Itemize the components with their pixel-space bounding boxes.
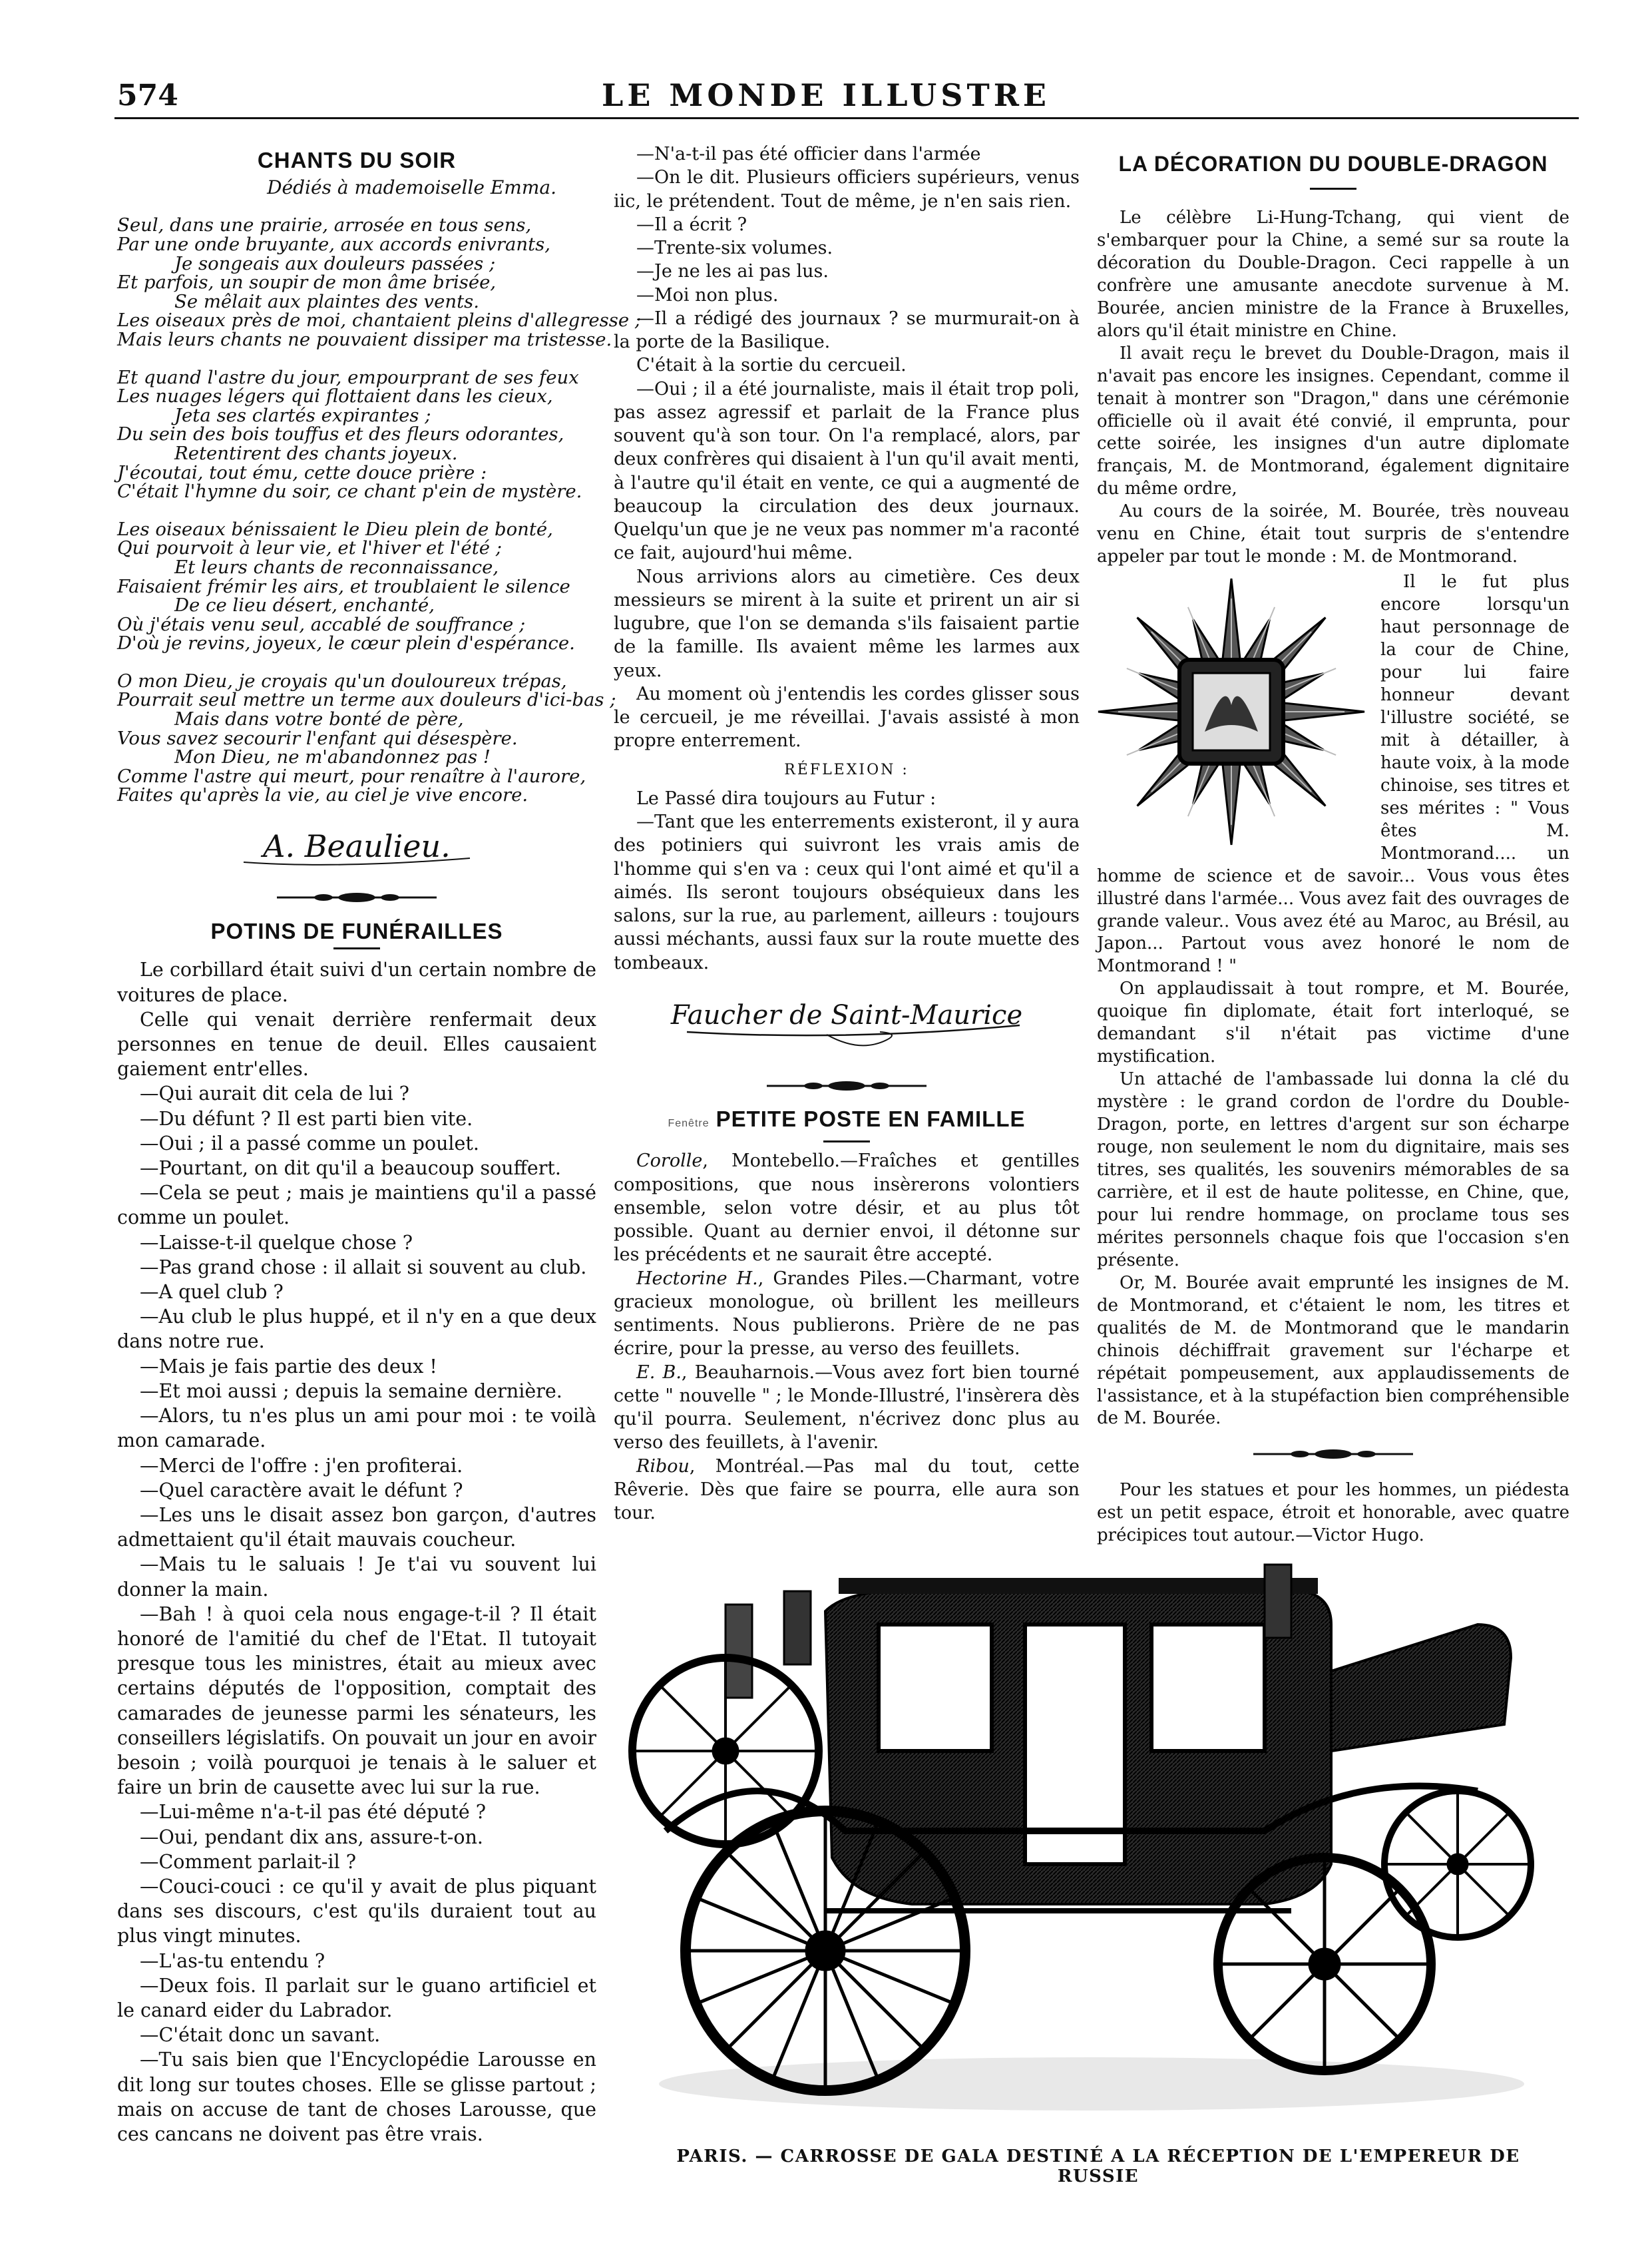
poem-line: Où j'étais venu seul, accablé de souffrance ; bbox=[117, 613, 526, 635]
poste-body bbox=[614, 1149, 1080, 1525]
poem-stanza bbox=[117, 520, 596, 653]
signature-text: Faucher de Saint-Maurice bbox=[670, 999, 1023, 1031]
reply-text: , Montebello.—Fraîches et gentilles compositions, que nous insèrerons volontiers ensemble, selon votre désir, et au plus tôt possible. Quant au dernier envoi, il détonne sur les précédents et ne saurait être accepté. bbox=[614, 1150, 1080, 1266]
poste-title bbox=[614, 1107, 1080, 1135]
reflexion-title: RÉFLEXION : bbox=[784, 761, 909, 778]
poem-line: Et parfois, un soupir de mon âme brisée, bbox=[117, 272, 497, 294]
paragraph: —Comment parlait-il ? bbox=[140, 1850, 356, 1873]
ornament-divider bbox=[117, 891, 596, 904]
beaulieu-signature bbox=[117, 824, 596, 876]
poem-line: Jeta ses clartés expirantes ; bbox=[174, 404, 431, 426]
paragraph: —A quel club ? bbox=[140, 1281, 284, 1304]
insignia-star-graphic bbox=[1092, 569, 1371, 855]
poem-line: Mais dans votre bonté de père, bbox=[174, 708, 464, 730]
poem-line: Les oiseaux près de moi, chantaient pleins d'allegresse ; bbox=[117, 310, 642, 332]
paragraph: Nous arrivions alors au cimetière. Ces deux messieurs se mirent à la suite et prirent un air si lugubre, que l'on se demanda s'ils faisaient partie de la famille. Ils avaient même les larmes aux yeux. bbox=[614, 566, 1080, 681]
potins-body bbox=[117, 957, 596, 2146]
paragraph: —Lui-même n'a-t-il pas été député ? bbox=[140, 1801, 487, 1824]
paragraph: Au cours de la soirée, M. Bourée, très nouveau venu en Chine, était tout surpris de s'entendre appeler par tout le monde : M. de Montmorand. bbox=[1097, 501, 1569, 567]
paragraph: Or, M. Bourée avait emprunté les insignes de M. de Montmorand, et c'étaient le nom, les titres et qualités de M. de Montmorand que le mandarin chinois déchiffrait gravement sur l'écharpe et répétait pompeusement, aux applaudissements de l'assistance, et à la stupéfaction bien compréhensible de M. Bourée. bbox=[1097, 1272, 1569, 1429]
poem-line: Comme l'astre qui meurt, pour renaître à l'aurore, bbox=[117, 765, 586, 787]
title-rule bbox=[1310, 188, 1356, 190]
paragraph: —Au club le plus huppé, et il n'y en a que deux dans notre rue. bbox=[117, 1306, 596, 1353]
decoration-wrap-paragraph: Il le fut plus encore lorsqu'un haut personnage de la cour de Chine, pour lui faire honneur devant l'illustre société, se mit à détailler, à haute voix, à la mode chinoise, ses titres et ses mérites : " Vous êtes M. Montmorand.... un homme de science et de savoir... Vous vous êtes illustré dans l'armée... Vous avez fait des ouvrages de grande valeur.. Vous avez été au Maroc, au Brésil, au Japon... Partout vous avez honoré le nom de Montmorand ! " bbox=[1097, 572, 1569, 977]
poem-line: Se mêlait aux plaintes des vents. bbox=[174, 290, 479, 312]
poem-line: Et quand l'astre du jour, empourprant de ses feux bbox=[117, 366, 579, 388]
paragraph: —Trente-six volumes. bbox=[636, 238, 833, 258]
paragraph: —Moi non plus. bbox=[636, 284, 779, 306]
poem-line: Du sein des bois touffus et des fleurs odorantes, bbox=[117, 423, 564, 445]
poem-line: J'écoutai, tout ému, cette douce prière : bbox=[117, 461, 487, 483]
paragraph: —Mais je fais partie des deux ! bbox=[140, 1355, 437, 1378]
poem-line: Pourrait seul mettre un terme aux douleurs d'ici-bas ; bbox=[117, 689, 616, 711]
poem-stanza bbox=[117, 214, 642, 350]
paragraph: —Laisse-t-il quelque chose ? bbox=[140, 1231, 413, 1254]
poem-line: D'où je revins, joyeux, le cœur plein d'espérance. bbox=[117, 632, 575, 654]
page-number: 574 bbox=[117, 79, 178, 113]
paragraph: Un attaché de l'ambassade lui donna la clé du mystère : le grand cordon de l'ordre du Double-Dragon, porte, en lettres d'argent sur son écharpe rouge, non seulement le nom du dignitaire, mais ses titres, ses qualités, les souvenirs mémorables de sa carrière, et il est de haute politesse, en Chine, que, pour lui rendre hommage, on proclame tous ses mérites personnels chaque fois que l'occasion s'en présente. bbox=[1097, 1069, 1569, 1270]
title-rule bbox=[823, 1140, 870, 1142]
paragraph: Celle qui venait derrière renfermait deux personnes en tenue de deuil. Elles causaient gaiement entr'elles. bbox=[117, 1008, 596, 1081]
masthead-title: LE MONDE ILLUSTRE bbox=[602, 77, 1050, 113]
chants-dedication: Dédiés à mademoiselle Emma. bbox=[267, 176, 556, 199]
paragraph: —Il a rédigé des journaux ? se murmurait-on à la porte de la Basilique. bbox=[614, 308, 1080, 352]
paragraph: Le célèbre Li-Hung-Tchang, qui vient de s'embarquer pour la Chine, a semé sur sa route la décoration du Double-Dragon. Ceci rappelle à un confrère une amusante anecdote survenue à M. Bourée, ancien ministre de la France à Bruxelles, alors qu'il était ministre en Chine. bbox=[1097, 207, 1569, 341]
paragraph: —N'a-t-il pas été officier dans l'armée bbox=[636, 144, 981, 164]
paragraph: —Oui ; il a été journaliste, mais il était trop poli, pas assez agressif et parlait de la France plus souvent qu'à son tour. On l'a remplacé, alors, par deux confrères qui disaient à l'un qu'il avait menti, à l'autre qu'il était en vente, ce qui a augmenté de beaucoup la circulation des deux journaux. Quelqu'un que je ne veux pas nommer m'a raconté ce fait, aujourd'hui même. bbox=[614, 378, 1080, 564]
poem-stanza bbox=[117, 670, 616, 806]
poem-line: Faisaient frémir les airs, et troublaient le silence bbox=[117, 575, 570, 597]
paragraph: —Et moi aussi ; depuis la semaine dernière. bbox=[140, 1379, 562, 1402]
poem-line: De ce lieu désert, enchanté, bbox=[174, 595, 435, 617]
poem-stanza bbox=[117, 368, 596, 501]
paragraph: On applaudissait à tout rompre, et M. Bourée, quoique fin diplomate, était fort interloqué, se demandant s'il n'était pas victime d'une mystification. bbox=[1097, 979, 1569, 1067]
paragraph: —Il a écrit ? bbox=[636, 214, 747, 235]
poem-line: Retentirent des chants joyeux. bbox=[174, 442, 458, 464]
paragraph: Au moment où j'entendis les cordes glisser sous le cercueil, je me réveillai. J'avais assisté à mon propre enterrement. bbox=[614, 683, 1080, 752]
signature-text: A. Beaulieu. bbox=[263, 828, 451, 865]
ornament-divider bbox=[614, 1079, 1080, 1093]
poem-line: Par une onde bruyante, aux accords enivrants, bbox=[117, 234, 550, 255]
column-right bbox=[1097, 153, 1569, 1547]
chants-title: CHANTS DU SOIR bbox=[257, 148, 457, 172]
paragraph: Le Passé dira toujours au Futur : bbox=[636, 788, 936, 809]
header-rule bbox=[114, 117, 1579, 119]
reply-text: , Beauharnois.—Vous avez fort bien tourné cette " nouvelle " ; le Monde-Illustré, l'insèrera dès qu'il pourra. Seulement, n'écrivez donc plus au verso des feuillets, à l'avenir. bbox=[614, 1362, 1080, 1453]
paragraph: —C'était donc un savant. bbox=[140, 2024, 381, 2047]
victor-hugo-quote: Pour les statues et pour les hommes, un piédesta est un petit espace, étroit et honorable, avec quatre précipices tout autour.—Victor Hugo. bbox=[1097, 1480, 1569, 1546]
poste-prefix: Fenêtre bbox=[668, 1118, 710, 1129]
paragraph: —Quel caractère avait le défunt ? bbox=[140, 1479, 463, 1501]
paragraph: —Cela se peut ; mais je maintiens qu'il a passé comme un poulet. bbox=[117, 1182, 596, 1229]
paragraph: —Alors, tu n'es plus un ami pour moi : te voilà mon camarade. bbox=[117, 1405, 596, 1452]
poste-item bbox=[614, 1455, 1080, 1525]
poem-line: Vous savez secourir l'enfant qui désespère. bbox=[117, 727, 518, 749]
poem-line: Et leurs chants de reconnaissance, bbox=[174, 556, 499, 578]
poste-item bbox=[614, 1267, 1080, 1361]
poem-line: Les oiseaux bénissaient le Dieu plein de bonté, bbox=[117, 518, 553, 540]
decoration-intro bbox=[1097, 207, 1569, 569]
paragraph: —Tu sais bien que l'Encyclopédie Larousse en dit long sur toutes choses. Elle se glisse partout ; mais on accuse de tant de choses Larousse, que ces cancans ne doivent pas être vrais. bbox=[117, 2049, 596, 2145]
paragraph: —Couci-couci : ce qu'il y avait de plus piquant dans ses discours, c'est qu'ils duraient tout au plus vingt minutes. bbox=[117, 1875, 596, 1947]
signature-graphic bbox=[660, 993, 1033, 1053]
poem bbox=[117, 214, 642, 806]
potins-title: POTINS DE FUNÉRAILLES bbox=[210, 919, 503, 944]
poem-line: C'était l'hymne du soir, ce chant p'ein de mystère. bbox=[117, 481, 582, 503]
poem-line: Qui pourvoit à leur vie, et l'hiver et l'été ; bbox=[117, 537, 503, 559]
poste-item bbox=[614, 1149, 1080, 1266]
paragraph: —Les uns le disait assez bon garçon, d'autres admettaient qu'il était mauvais coucheur. bbox=[117, 1503, 596, 1551]
poem-line: Les nuages légers qui flottaient dans les cieux, bbox=[117, 385, 553, 407]
paragraph: Le corbillard était suivi d'un certain nombre de voitures de place. bbox=[117, 959, 596, 1006]
double-dragon-insignia bbox=[1092, 569, 1371, 855]
correspondent-name: Corolle bbox=[636, 1150, 703, 1172]
poem-line: Seul, dans une prairie, arrosée en tous sens, bbox=[117, 214, 532, 236]
faucher-signature bbox=[614, 993, 1080, 1059]
paragraph: —Pas grand chose : il allait si souvent au club. bbox=[140, 1256, 587, 1278]
reply-text: , Montréal.—Pas mal du tout, cette Rêverie. Dès que faire se pourra, elle aura son tour. bbox=[614, 1455, 1080, 1523]
illustration-caption: PARIS. — CARROSSE DE GALA DESTINÉ A LA RÉCEPTION DE L'EMPEREUR DE RUSSIE bbox=[676, 2146, 1520, 2186]
paragraph: —Pourtant, on dit qu'il a beaucoup souffert. bbox=[140, 1157, 561, 1180]
column-middle bbox=[614, 142, 1080, 1525]
reply-text: , Grandes Piles.—Charmant, votre gracieux monologue, où brillent les meilleurs sentiments. Nous publierons. Prière de ne pas écrire, pour la presse, au verso des feuillets. bbox=[614, 1268, 1080, 1360]
column-left bbox=[117, 148, 642, 2146]
poem-line: Faites qu'après la vie, au ciel je vive encore. bbox=[117, 784, 528, 806]
correspondent-name: E. B. bbox=[636, 1362, 682, 1383]
carriage-illustration bbox=[626, 1551, 1544, 2131]
reflexion-body bbox=[614, 787, 1080, 975]
paragraph: —On le dit. Plusieurs officiers supérieurs, venus iic, le prétendent. Tout de même, je n'en sais rien. bbox=[614, 167, 1080, 212]
paragraph: —Du défunt ? Il est parti bien vite. bbox=[140, 1107, 473, 1130]
decoration-wrap bbox=[1097, 571, 1569, 978]
paragraph: —Oui ; il a passé comme un poulet. bbox=[140, 1132, 479, 1154]
paragraph: —L'as-tu entendu ? bbox=[140, 1949, 325, 1972]
paragraph: —Oui, pendant dix ans, assure-t-on. bbox=[140, 1826, 483, 1848]
poste-title-text: PETITE POSTE EN FAMILLE bbox=[716, 1107, 1026, 1131]
paragraph: —Tant que les enterrements existeront, il y aura des potiniers qui suivront les vrais amis de l'homme qui s'en va : ceux qui l'ont aimé et qu'il a aimés. Ils seront toujours obséquieux dans les salons, sur la rue, au parlement, ailleurs : toujours aussi méchants, aussi faux sur la route muette des tombeaux. bbox=[614, 812, 1080, 973]
decoration-body bbox=[1097, 978, 1569, 1430]
paragraph: Il avait reçu le brevet du Double-Dragon, mais il n'avait pas encore les insignes. Cependant, comme il tenait à montrer son "Dragon," dans une cérémonie officielle où il avait été convié, il emprunta, pour cette soirée, les insignes d'un autre diplomate français, M. de Montmorand, également dignitaire du même ordre, bbox=[1097, 343, 1569, 499]
signature-graphic bbox=[204, 824, 510, 870]
ornament-divider bbox=[1097, 1447, 1569, 1461]
paragraph: —Qui aurait dit cela de lui ? bbox=[140, 1083, 409, 1105]
poem-line: Mais leurs chants ne pouvaient dissiper ma tristesse. bbox=[117, 328, 612, 350]
paragraph: —Merci de l'offre : j'en profiterai. bbox=[140, 1454, 463, 1477]
carriage-graphic bbox=[626, 1551, 1544, 2131]
potins-continued bbox=[614, 142, 1080, 753]
poem-line: O mon Dieu, je croyais qu'un douloureux trépas, bbox=[117, 670, 567, 692]
paragraph: —Bah ! à quoi cela nous engage-t-il ? Il était honoré de l'amitié du chef de l'Etat. Il tutoyait presque tous les ministres, était au mieux avec certains députés de l'opposition, comptait des camarades de jeunesse parmi les sénateurs, les conseillers législatifs. On pouvait un jour en avoir besoin ; voilà pourquoi je tenais à le saluer et faire un brin de causette avec lui sur la rue. bbox=[117, 1603, 596, 1799]
poem-line: Je songeais aux douleurs passées ; bbox=[174, 252, 496, 274]
paragraph: —Je ne les ai pas lus. bbox=[636, 261, 829, 282]
paragraph: —Deux fois. Il parlait sur le guano artificiel et le canard eider du Labrador. bbox=[117, 1974, 596, 2021]
paragraph: —Mais tu le saluais ! Je t'ai vu souvent lui donner la main. bbox=[117, 1553, 596, 1601]
poem-line: Mon Dieu, ne m'abandonnez pas ! bbox=[174, 746, 491, 768]
paragraph: C'était à la sortie du cercueil. bbox=[636, 355, 907, 376]
correspondent-name: Hectorine H. bbox=[636, 1268, 758, 1289]
poste-item bbox=[614, 1361, 1080, 1455]
title-rule bbox=[333, 947, 380, 949]
correspondent-name: Ribou bbox=[636, 1455, 690, 1477]
decoration-title: LA DÉCORATION DU DOUBLE-DRAGON bbox=[1118, 152, 1548, 176]
